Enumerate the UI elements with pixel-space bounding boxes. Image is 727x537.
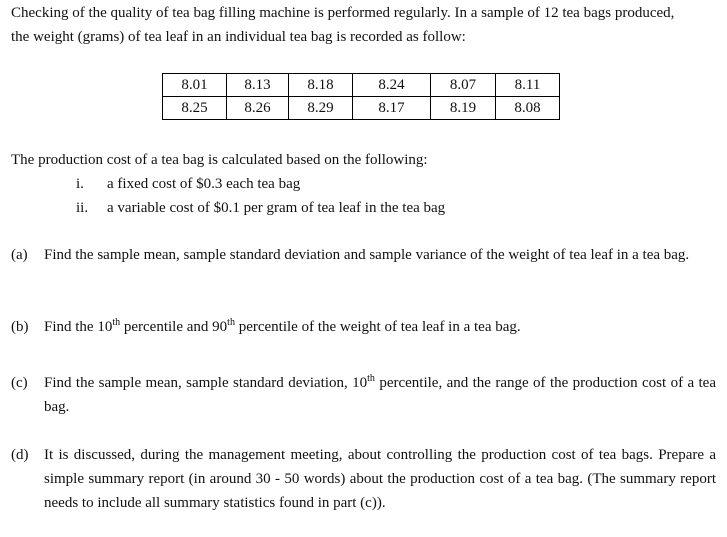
table-cell: 8.13 bbox=[227, 74, 289, 97]
question-text: Find the sample mean, sample standard deviation, 10th percentile, and the range of the production cost of a tea bag. bbox=[44, 373, 716, 415]
question-label: (d) bbox=[11, 447, 29, 463]
table-row bbox=[163, 97, 560, 120]
table-cell: 8.24 bbox=[353, 74, 431, 97]
table-cell: 8.26 bbox=[227, 97, 289, 120]
table-cell: 8.25 bbox=[163, 97, 227, 120]
question-label: (c) bbox=[11, 375, 28, 391]
table-cell: 8.07 bbox=[431, 74, 496, 97]
question-b bbox=[11, 315, 716, 339]
cost-intro: The production cost of a tea bag is calculated based on the following: bbox=[11, 152, 428, 168]
intro-line-1: Checking of the quality of tea bag filling machine is performed regularly. In a sample of 12 tea bags produced, bbox=[11, 5, 675, 21]
cost-item-number: i. bbox=[76, 176, 84, 192]
table-cell: 8.19 bbox=[431, 97, 496, 120]
table-cell: 8.29 bbox=[289, 97, 353, 120]
table-cell: 8.18 bbox=[289, 74, 353, 97]
table-cell: 8.11 bbox=[496, 74, 560, 97]
table-row bbox=[163, 74, 560, 97]
table-cell: 8.01 bbox=[163, 74, 227, 97]
question-a bbox=[11, 243, 716, 267]
question-c bbox=[11, 371, 716, 419]
table-cell: 8.08 bbox=[496, 97, 560, 120]
cost-item-number: ii. bbox=[76, 200, 89, 216]
table-cell: 8.17 bbox=[353, 97, 431, 120]
question-label: (b) bbox=[11, 319, 29, 335]
question-text: It is discussed, during the management meeting, about controlling the production cost of tea bags. Prepare a simple summary report (in around 30 - 50 words) about the production cost of a tea bag. (The summary report needs to include all summary statistics found in part (c)). bbox=[44, 447, 716, 511]
intro-line-2: the weight (grams) of tea leaf in an individual tea bag is recorded as follow: bbox=[11, 29, 466, 45]
question-text: Find the sample mean, sample standard deviation and sample variance of the weight of tea leaf in a tea bag. bbox=[44, 247, 690, 263]
cost-item-text: a variable cost of $0.1 per gram of tea leaf in the tea bag bbox=[107, 200, 446, 216]
question-label: (a) bbox=[11, 247, 28, 263]
question-d bbox=[11, 443, 716, 515]
question-text: Find the 10th percentile and 90th percentile of the weight of tea leaf in a tea bag. bbox=[44, 317, 521, 335]
cost-item-text: a fixed cost of $0.3 each tea bag bbox=[107, 176, 301, 192]
weights-table bbox=[162, 73, 560, 120]
